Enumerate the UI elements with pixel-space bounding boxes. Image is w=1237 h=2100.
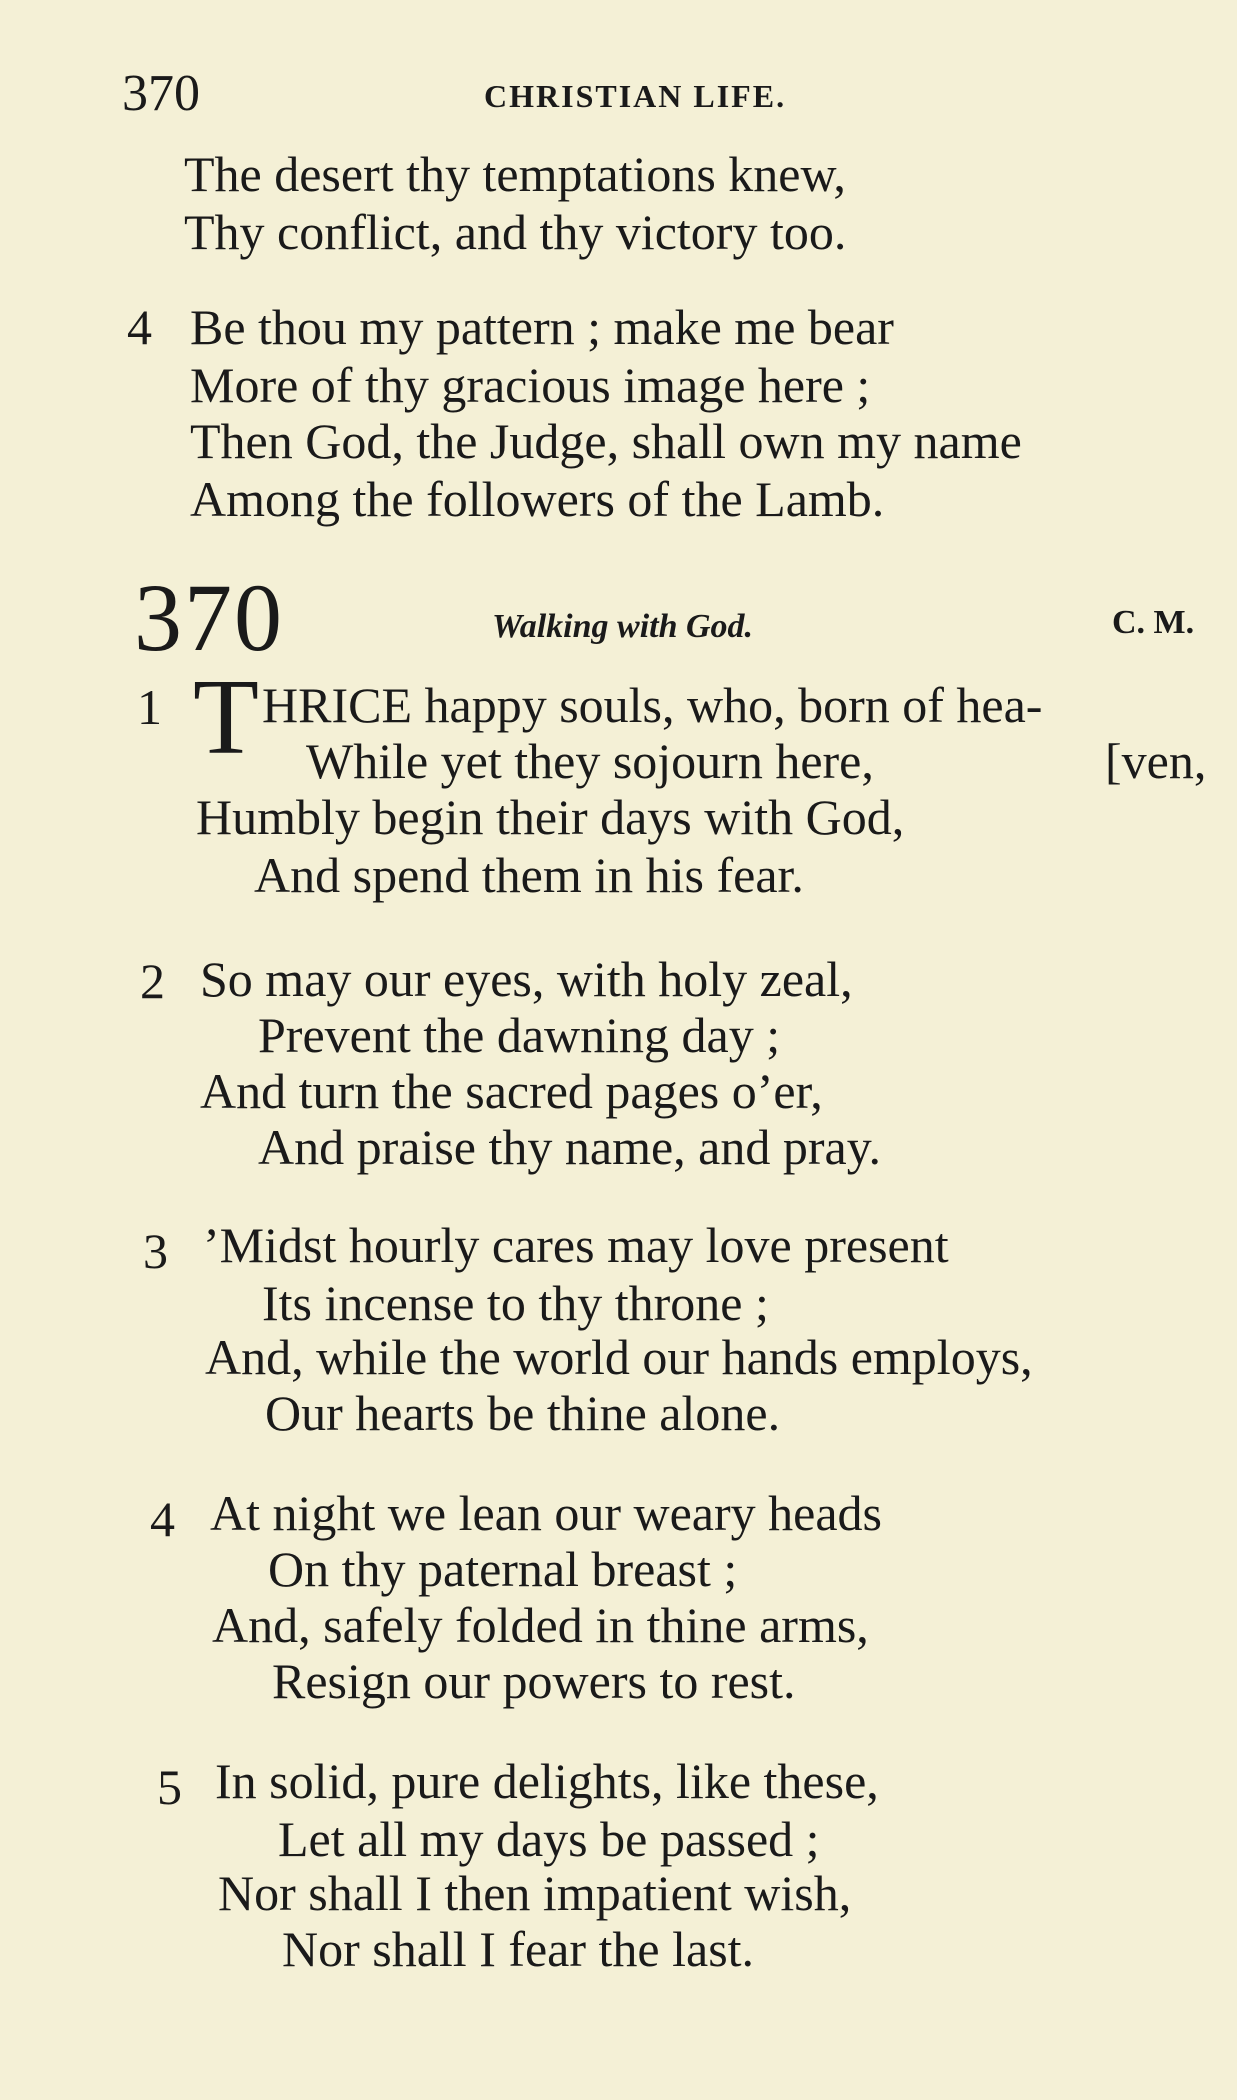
verse-line: At night we lean our weary heads [210,1485,882,1541]
stanza-number: 5 [157,1759,182,1815]
verse-line: In solid, pure delights, like these, [215,1753,879,1809]
verse-line: And, safely folded in thine arms, [212,1597,869,1653]
verse-line: And spend them in his fear. [254,847,804,903]
verse-line: ’Midst hourly cares may love present [203,1217,949,1273]
verse-line: So may our eyes, with holy zeal, [200,951,853,1007]
verse-line: Our hearts be thine alone. [265,1385,781,1441]
verse-line: HRICE happy souls, who, born of hea- [262,677,1043,733]
verse-line: While yet they sojourn here, [306,733,874,789]
stanza-number: 2 [140,953,165,1009]
verse-line: On thy paternal breast ; [268,1541,738,1597]
hymn-title: Walking with God. [492,608,754,645]
hymn-number: 370 [134,564,284,671]
verse-line: Nor shall I then impatient wish, [218,1865,852,1921]
verse-line: And, while the world our hands employs, [205,1329,1033,1385]
verse-line: Then God, the Judge, shall own my name [190,413,1022,469]
hyphen-carryover: [ven, [1105,733,1207,789]
verse-line: And turn the sacred pages o’er, [200,1063,823,1119]
stanza-number: 3 [143,1223,168,1279]
verse-line: More of thy gracious image here ; [190,357,871,413]
stanza-number: 4 [150,1491,175,1547]
verse-line: Nor shall I fear the last. [282,1921,755,1977]
running-title: CHRISTIAN LIFE. [484,78,787,114]
verse-line: And praise thy name, and pray. [258,1119,881,1175]
verse-line: Its incense to thy throne ; [262,1275,769,1331]
hymn-meter: C. M. [1112,604,1195,641]
page-number: 370 [122,65,200,122]
verse-line: Be thou my pattern ; make me bear [190,299,894,355]
verse-line: Resign our powers to rest. [272,1653,796,1709]
verse-line: Among the followers of the Lamb. [190,471,885,527]
verse-line: Thy conflict, and thy victory too. [184,204,847,260]
verse-line: Let all my days be passed ; [278,1811,820,1867]
stanza-number: 4 [127,299,152,355]
stanza-number: 1 [137,679,162,735]
verse-line: Prevent the dawning day ; [258,1007,781,1063]
verse-line: The desert thy temptations knew, [184,146,846,202]
drop-cap: T [193,658,259,777]
verse-line: Humbly begin their days with God, [196,789,905,845]
